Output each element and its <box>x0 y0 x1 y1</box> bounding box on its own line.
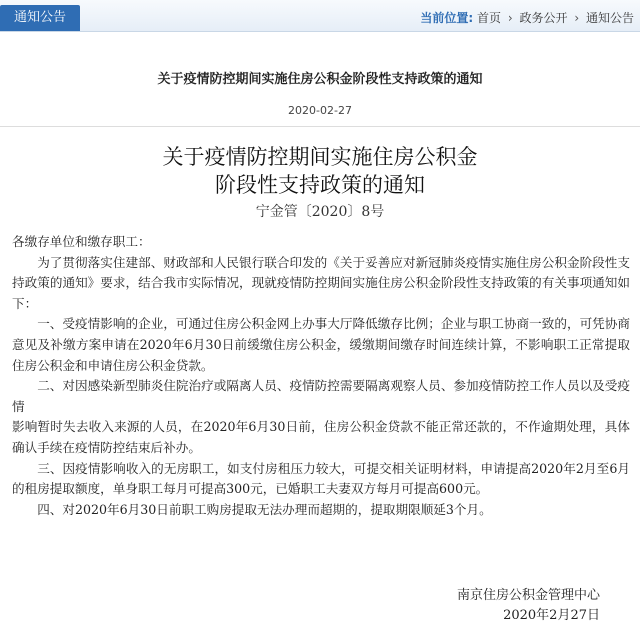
document-heading <box>0 143 640 199</box>
breadcrumb-gov-affairs[interactable]: 政务公开 <box>519 11 568 25</box>
top-bar <box>0 0 640 32</box>
paragraph-item-2-continued: 影响暂时失去收入来源的人员，在2020年6月30日前，住房公积金贷款不能正常还款的，不作逾期处理，具体确认手续在疫情防控结束后补办。 <box>12 419 630 455</box>
location-label: 当前位置: <box>420 11 474 25</box>
article-title: 关于疫情防控期间实施住房公积金阶段性支持政策的通知 <box>157 72 483 87</box>
breadcrumb-separator: › <box>507 11 513 25</box>
salutation: 各缴存单位和缴存职工： <box>12 234 151 249</box>
paragraph-item-4: 四、对2020年6月30日前职工购房提取无法办理而超期的，提取期限顺延3个月。 <box>37 501 492 517</box>
paragraph-item-1: 一、受疫情影响的企业，可通过住房公积金网上办事大厅降低缴存比例；企业与职工协商一致的，可凭协商意见及补缴方案申请在2020年6月30日前缓缴住房公积金，缓缴期间缴存时间连续计算，不影响职工正常提取住房公积金和申请住房公积金贷款。 <box>12 316 630 373</box>
document-heading-line-1: 关于疫情防控期间实施住房公积金 <box>162 145 478 169</box>
divider <box>0 126 640 127</box>
document-heading-line-2: 阶段性支持政策的通知 <box>215 173 425 197</box>
breadcrumb <box>420 9 634 26</box>
breadcrumb-notices[interactable]: 通知公告 <box>585 11 634 25</box>
paragraph-intro: 为了贯彻落实住建部、财政部和人民银行联合印发的《关于妥善应对新冠肺炎疫情实施住房公积金阶段性支持政策的通知》要求，结合我市实际情况，现就疫情防控期间实施住房公积金阶段性支持政策的有关事项通知如下： <box>12 254 630 311</box>
tab-notices[interactable]: 通知公告 <box>0 5 80 31</box>
signature-date: 2020年2月27日 <box>503 608 600 623</box>
breadcrumb-home[interactable]: 首页 <box>477 11 502 25</box>
signature: 南京住房公积金管理中心 <box>456 588 600 603</box>
article-body <box>12 232 630 520</box>
paragraph-item-3: 三、因疫情影响收入的无房职工，如支付房租压力较大，可提交相关证明材料，申请提高2020年2月至6月的租房提取额度，单身职工每月可提高300元，已婚职工夫妻双方每月可提高600元。 <box>12 460 630 497</box>
breadcrumb-separator: › <box>574 11 580 25</box>
document-number: 宁金管〔2020〕8号 <box>255 204 385 220</box>
article-date: 2020-02-27 <box>288 104 352 117</box>
paragraph-item-2: 二、对因感染新型肺炎住院治疗或隔离人员、疫情防控需要隔离观察人员、参加疫情防控工作人员以及受疫情 <box>12 378 630 414</box>
